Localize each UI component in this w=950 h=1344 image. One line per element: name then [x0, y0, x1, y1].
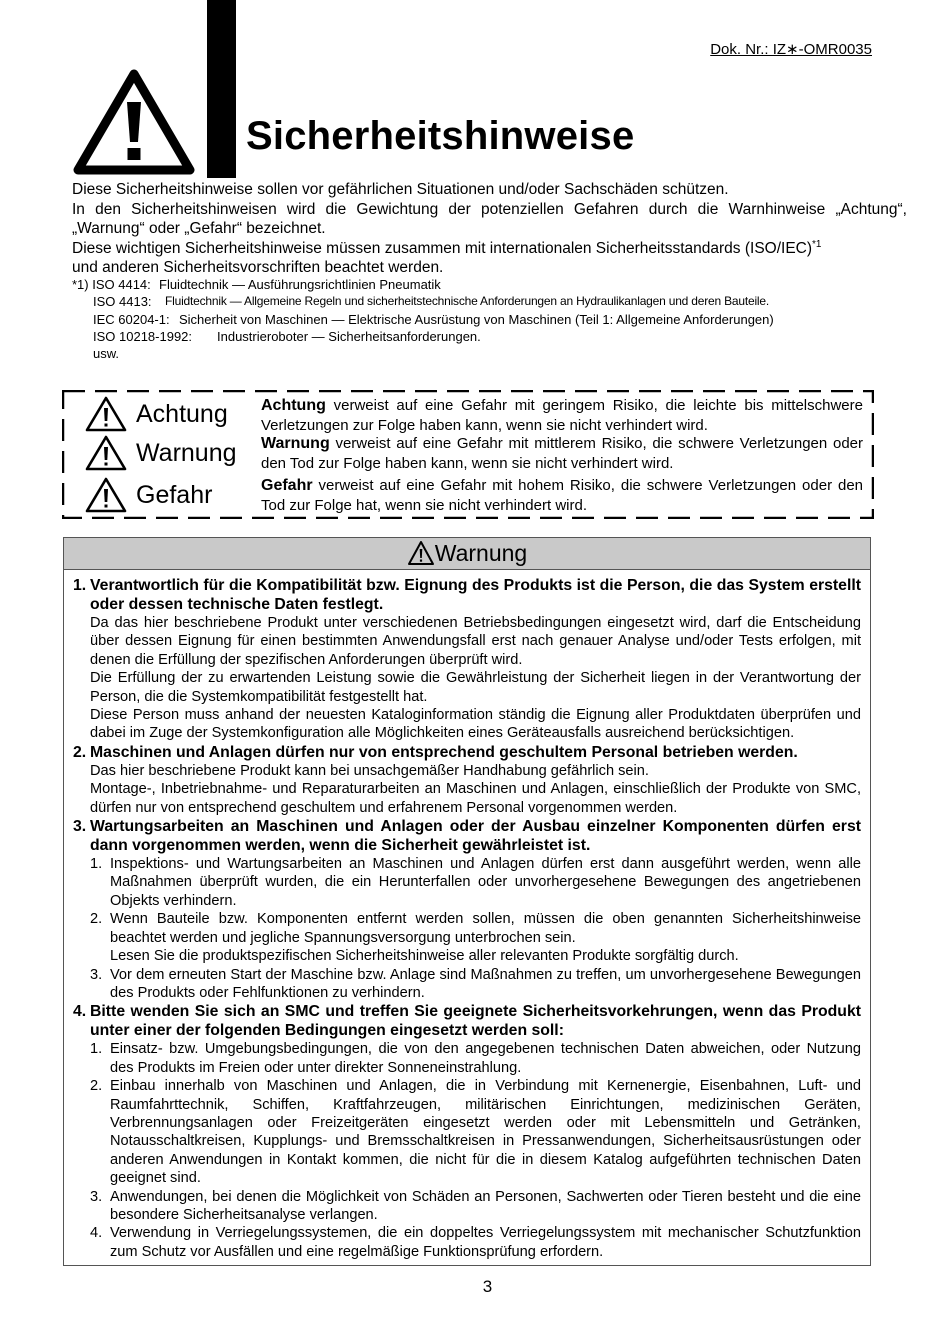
standard-code: ISO 10218-1992:	[93, 328, 193, 344]
standard-title: Fluidtechnik — Ausführungsrichtlinien Pneumatik	[159, 277, 441, 292]
standard-title: Industrieroboter — Sicherheitsanforderungen.	[217, 328, 481, 344]
warning-triangle-icon	[84, 434, 128, 472]
list-item	[73, 1224, 861, 1261]
section-heading	[73, 817, 861, 855]
signal-text: verweist auf eine Gefahr mit mittlerem Risiko, die schwere Verletzungen oder den Tod zur Folge haben kann, wenn sie nicht verhindert wird.	[261, 435, 863, 472]
list-text: Vor dem erneuten Start der Maschine bzw. Anlage sind Maßnahmen zu treffen, um unvorhergesehene Bewegungen des Produkts oder Fehlfunktionen zu verhindern.	[110, 966, 861, 1001]
list-text: Einbau innerhalb von Maschinen und Anlagen, die in Verbindung mit Kernenergie, Eisenbahnen, Luft- und Raumfahrttechnik, Schiffen, Kraftfahrzeugen, militärischen Einrichtungen, medizinischen Geräten, Verbrennungsanlagen oder Freizeitgeräten eingesetzt werden oder mit Lebensmitteln und Getränken, Notausschaltkreisen, Kupplungs- und Bremsschaltkreisen in Pressanwendungen, Sicherheitsausrüstungen oder anderen Anwendungen in Kontakt kommen, die nicht für die in diesem Katalog aufgeführten technischen Daten geeignet sind.	[110, 1078, 861, 1187]
signal-text: verweist auf eine Gefahr mit geringem Risiko, die leichte bis mittelschwere Verletzungen zur Folge haben kann, wenn sie nicht verhindert wird.	[261, 397, 863, 434]
list-item	[73, 966, 861, 1003]
paragraph: Das hier beschriebene Produkt kann bei unsachgemäßer Handhabung gefährlich sein.	[90, 762, 649, 779]
section-heading-text: Wartungsarbeiten an Maschinen und Anlagen oder der Ausbau einzelner Komponenten dürfen erst dann vorgenommen werden, wenn die Sicherheit gewährleistet ist.	[90, 818, 861, 855]
paragraph: Da das hier beschriebene Produkt unter verschiedenen Betriebsbedingungen eingesetzt wird, darf die Entscheidung über dessen Eignung für einen bestimmten Anwendungsfall erst nach genauer Analyse und/oder Tests erfolgen, mit denen die Erfüllung der spezifischen Anforderungen überprüft wird.	[90, 615, 861, 668]
intro-line: Diese Sicherheitshinweise sollen vor gefährlichen Situationen und/oder Sachschäden schützen.	[72, 181, 729, 198]
footnote-row	[72, 345, 907, 362]
list-number-spacer	[90, 947, 110, 965]
list-number: 2.	[90, 1078, 103, 1095]
warning-box	[63, 537, 871, 1266]
signal-description	[261, 396, 863, 435]
section-number: 2.	[73, 743, 87, 761]
section-number: 4.	[73, 1003, 87, 1021]
list-text: Anwendungen, bei denen die Möglichkeit von Schäden an Personen, Sachwerten oder Tieren besteht und die eine besondere Sicherheitsanalyse verlangen.	[110, 1188, 861, 1223]
list-text: Einsatz- bzw. Umgebungsbedingungen, die von den angegebenen technischen Daten abweichen, oder Nutzung des Produkts im Freien oder unter direkter Sonneneinstrahlung.	[110, 1041, 861, 1076]
list-item	[73, 1040, 861, 1077]
signal-label: Achtung	[136, 399, 228, 428]
list-number: 2.	[90, 911, 103, 928]
document-number: Dok. Nr.: IZ∗-OMR0035	[710, 41, 872, 58]
standards-footnote	[72, 276, 907, 362]
section-heading-text: Bitte wenden Sie sich an SMC und treffen Sie geeignete Sicherheitsvorkehrungen, wenn das Produkt unter einer der folgenden Bedingungen eingesetzt werden soll:	[90, 1003, 861, 1040]
warning-triangle-icon	[407, 540, 435, 566]
list-text: Verwendung in Verriegelungssystemen, die ein doppeltes Verriegelungssystem mit mechanischer Schutzfunktion zum Schutz vor Ausfällen und eine regelmäßige Funktionsprüfung erfordern.	[110, 1225, 861, 1260]
signal-label: Warnung	[136, 438, 237, 467]
intro-line	[72, 239, 907, 259]
signal-text: verweist auf eine Gefahr mit hohem Risiko, die schwere Verletzungen oder den Tod zur Folge hat, wenn sie nicht verhindert wird.	[261, 477, 863, 514]
footnote-etc: usw.	[93, 346, 120, 362]
warning-triangle-icon	[84, 476, 128, 514]
warning-triangle-icon	[84, 395, 128, 433]
section-heading	[73, 1002, 861, 1040]
footnote-prefix: *1) ISO 4414:	[72, 277, 151, 292]
intro-text	[72, 180, 907, 278]
warning-box-title: Warnung	[434, 540, 528, 566]
list-text: Lesen Sie die produktspezifischen Sicherheitshinweise aller relevanten Produkte sorgfältig durch.	[110, 948, 739, 965]
list-item	[73, 855, 861, 910]
section-heading-text: Maschinen und Anlagen dürfen nur von entsprechend geschultem Personal betrieben werden.	[90, 743, 798, 761]
list-number: 1.	[90, 856, 103, 873]
signal-description	[261, 476, 863, 515]
list-number: 3.	[90, 1188, 103, 1205]
signal-label: Gefahr	[136, 480, 213, 509]
warning-box-header	[64, 538, 870, 570]
standard-code: IEC 60204-1:	[93, 311, 170, 327]
standard-title: Sicherheit von Maschinen — Elektrische Ausrüstung von Maschinen (Teil 1: Allgemeine Anforderungen)	[179, 311, 774, 327]
paragraph: Montage-, Inbetriebnahme- und Reparaturarbeiten an Maschinen und Anlagen, einschließlich der Produkte von SMC, dürfen nur von entsprechend geschultem und erfahrenem Personal vorgenommen werden.	[90, 781, 861, 816]
list-item	[73, 1188, 861, 1225]
intro-line-text: Diese wichtigen Sicherheitshinweise müssen zusammen mit internationalen Sicherheitsstandards (ISO/IEC)	[72, 239, 813, 257]
signal-term: Achtung	[261, 397, 326, 414]
section-heading	[73, 743, 861, 762]
list-text: Inspektions- und Wartungsarbeiten an Maschinen und Anlagen dürfen erst dann ausgeführt werden, wenn alle Maßnahmen überprüft wurden, die ein Herunterfallen oder unvorhergesehene Bewegungen des angetriebenen Objekts verhindern.	[110, 856, 861, 909]
signal-gefahr	[84, 476, 212, 514]
warning-box-body	[64, 570, 870, 1261]
intro-line: und anderen Sicherheitsvorschriften beachtet werden.	[72, 259, 444, 277]
footnote-ref: *1	[812, 238, 822, 250]
page-number: 3	[482, 1277, 493, 1296]
page-title: Sicherheitshinweise	[246, 114, 635, 158]
standard-code: ISO 4413:	[93, 294, 152, 310]
signal-description	[261, 434, 863, 473]
list-item	[73, 1077, 861, 1187]
list-item-note	[73, 947, 861, 965]
list-number: 1.	[90, 1041, 103, 1058]
warning-triangle-icon	[72, 68, 196, 176]
signal-term: Gefahr	[261, 477, 313, 494]
intro-line: In den Sicherheitshinweisen wird die Gewichtung der potenziellen Gefahren durch die Warnhinweise „Achtung“, „Warnung“ oder „Gefahr“ bezeichnet.	[72, 200, 907, 238]
list-number: 4.	[90, 1225, 103, 1242]
section-number: 3.	[73, 818, 87, 836]
section-number: 1.	[73, 577, 87, 594]
list-text: Wenn Bauteile bzw. Komponenten entfernt werden sollen, müssen die oben genannten Sicherheitshinweise beachtet werden und jegliche Spannungsversorgung unterbrochen sein.	[110, 911, 861, 946]
signal-achtung	[84, 395, 228, 433]
section-heading	[73, 576, 861, 614]
paragraph: Diese Person muss anhand der neuesten Kataloginformation ständig die Eignung aller Produktdaten überprüfen und dabei im Zuge der Systemkonfiguration alle Möglichkeiten eines Geräteausfalls ausreichend berücksichtigen.	[90, 707, 861, 742]
signal-warnung	[84, 434, 237, 472]
list-item	[73, 910, 861, 947]
paragraph: Die Erfüllung der zu erwartenden Leistung sowie die Gewährleistung der Sicherheit liegen in der Verantwortung der Person, die die Systemkompatibilität festgestellt hat.	[90, 670, 861, 705]
section-heading-text: Verantwortlich für die Kompatibilität bzw. Eignung des Produkts ist die Person, die das System erstellt oder dessen technische Daten festlegt.	[90, 577, 861, 613]
footnote-row	[72, 311, 907, 328]
footnote-row	[72, 276, 907, 293]
list-number: 3.	[90, 966, 103, 983]
standard-title: Fluidtechnik — Allgemeine Regeln und sicherheitstechnische Anforderungen an Hydraulikanlagen und deren Bauteile.	[165, 294, 770, 309]
signal-term: Warnung	[261, 435, 330, 452]
title-accent-bar	[207, 0, 236, 178]
footnote-row	[72, 328, 907, 345]
footnote-row	[72, 293, 907, 310]
